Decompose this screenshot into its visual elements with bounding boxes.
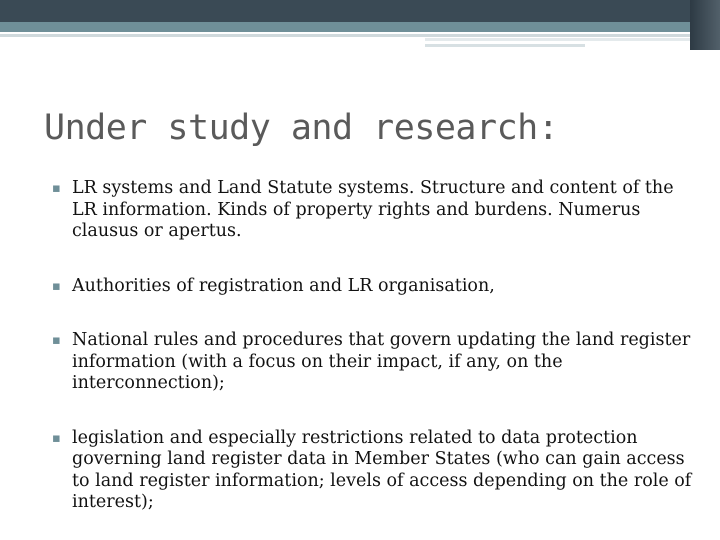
header-stripe: [425, 38, 690, 41]
bullet-dot-icon: ▪: [52, 278, 61, 294]
bullet-text: National rules and procedures that govern updating the land register information (with a focus on their impact, if any, on the interconnection);: [72, 330, 691, 393]
header-stripe: [0, 34, 690, 37]
bullet-dot-icon: ▪: [52, 430, 61, 446]
header-stripe: [425, 44, 585, 47]
bullet-text: LR systems and Land Statute systems. Structure and content of the LR information. Kinds of property rights and burdens. Numerus clausus or apertus.: [72, 178, 674, 241]
bullet-item: [52, 428, 692, 514]
bullet-item: [52, 330, 692, 395]
bullet-item: [52, 178, 692, 243]
slide-title: Under study and research:: [44, 108, 559, 148]
bullet-list: [52, 178, 692, 540]
header-corner-block: [690, 0, 720, 50]
bullet-item: [52, 276, 692, 298]
bullet-dot-icon: ▪: [52, 181, 61, 196]
bullet-text: legislation and especially restrictions related to data protection governing land register data in Member States (who can gain access to land register information; levels of access depending on the role of interest);: [72, 427, 692, 512]
bullet-dot-icon: ▪: [52, 333, 61, 348]
header-accent-band: [0, 22, 720, 32]
header-band: [0, 0, 720, 22]
bullet-text: Authorities of registration and LR organisation,: [72, 275, 495, 296]
